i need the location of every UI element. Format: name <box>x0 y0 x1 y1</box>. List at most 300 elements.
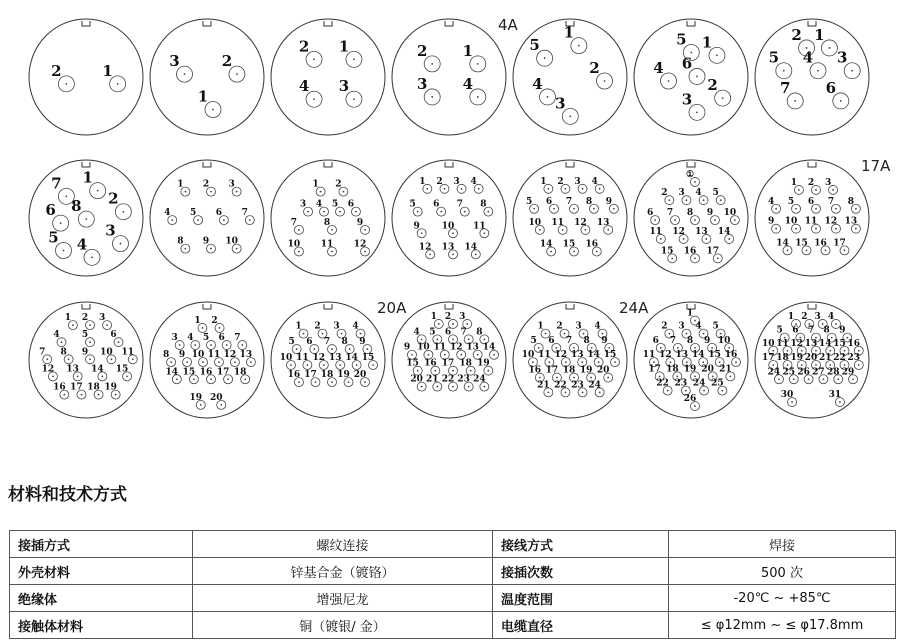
contact-number: 8 <box>823 325 830 336</box>
contact-number: 7 <box>807 325 815 336</box>
contact-number: 17 <box>648 364 661 375</box>
contact-number: 3 <box>416 74 428 93</box>
key-notch <box>808 162 816 167</box>
contact-number: 14 <box>587 350 600 361</box>
contact-pin-center <box>660 238 662 240</box>
contact-number: 8 <box>686 208 694 219</box>
contact-number: 1 <box>64 313 72 324</box>
contact-number: 9 <box>359 337 366 348</box>
contact-number: 4 <box>653 59 664 77</box>
contact-pin-center <box>197 219 199 221</box>
contact-number: 4 <box>802 48 814 67</box>
contact-pin-center <box>604 80 606 82</box>
contact-pin-center <box>851 70 853 72</box>
contact-pin-center <box>444 188 446 190</box>
contact-pin-center <box>85 218 87 220</box>
contact-number: 1 <box>194 315 201 326</box>
contact-number: 31 <box>828 390 842 401</box>
contact-number: 24 <box>473 374 486 385</box>
contact-pin-center <box>68 358 70 360</box>
contact-pin-center <box>795 208 797 210</box>
contact-pin-center <box>795 228 797 230</box>
contact-pin-center <box>677 347 679 349</box>
contact-pin-center <box>547 96 549 98</box>
contact-number: 13 <box>596 217 610 228</box>
contact-number: 7 <box>241 208 248 219</box>
contact-pin-center <box>296 348 298 350</box>
contact-pin-center <box>434 370 436 372</box>
contact-pin-center <box>427 354 429 356</box>
contact-number: 2 <box>807 177 815 188</box>
contact-number: 10 <box>100 347 113 358</box>
contact-pin-center <box>436 386 438 388</box>
contact-pin-center <box>581 361 583 363</box>
contact-number: 13 <box>328 353 342 363</box>
contact-pin-center <box>89 324 91 326</box>
spec-label: 接线方式 <box>493 531 669 558</box>
contact-pin-center <box>696 111 698 113</box>
contact-number: 9 <box>767 216 775 227</box>
contact-number: 3 <box>338 77 350 96</box>
contact-number: 17 <box>545 365 559 376</box>
connector-face <box>29 19 143 135</box>
contact-number: 17 <box>441 358 455 369</box>
contact-number: 11 <box>433 342 447 353</box>
contact-number: 3 <box>453 176 460 187</box>
contact-pin-center <box>353 98 355 100</box>
contact-pin-center <box>855 208 857 210</box>
contact-pin-center <box>461 188 463 190</box>
contact-pin-center <box>101 376 103 378</box>
contact-pin-center <box>783 70 785 72</box>
contact-number: 1 <box>430 311 437 322</box>
contact-pin-center <box>339 211 341 213</box>
contact-number: 10 <box>528 217 542 228</box>
contact-number: 9 <box>605 196 613 207</box>
contact-pin-center <box>775 228 777 230</box>
contact-number: 3 <box>98 313 106 324</box>
contact-number: 10 <box>287 239 301 250</box>
contact-pin-center <box>825 249 827 251</box>
contact-pin-center <box>210 344 212 346</box>
contact-number: 9 <box>706 208 714 219</box>
contact-number: 11 <box>642 350 656 361</box>
contact-pin-center <box>674 219 676 221</box>
contact-number: 6 <box>218 333 225 344</box>
contact-number: 2 <box>791 25 802 44</box>
contact-number: 13 <box>441 242 455 253</box>
contact-number: 3 <box>555 94 566 113</box>
contact-number: 7 <box>669 335 677 346</box>
contact-pin-center <box>477 96 479 98</box>
contact-number: 16 <box>724 350 738 361</box>
contact-number: 14 <box>165 367 179 378</box>
key-notch <box>324 21 332 26</box>
contact-number: 5 <box>202 333 210 344</box>
contact-number: 6 <box>306 337 313 348</box>
contact-number: 14 <box>818 338 832 349</box>
contact-number: 11 <box>538 350 551 361</box>
contact-number: 7 <box>827 196 835 207</box>
contact-number: 8 <box>583 335 590 346</box>
contact-pin-center <box>669 361 671 363</box>
contact-number: 1 <box>197 87 209 106</box>
contact-pin-center <box>671 257 673 259</box>
contact-pin-center <box>366 348 368 350</box>
contact-pin-center <box>545 333 547 335</box>
contact-number: 8 <box>476 327 483 338</box>
contact-pin-center <box>839 401 841 403</box>
contact-pin-center <box>63 394 65 396</box>
contact-number: 1 <box>790 177 798 188</box>
contact-number: 5 <box>787 196 795 207</box>
contact-pin-center <box>364 229 366 231</box>
table-row <box>10 612 896 639</box>
connector-face <box>755 19 869 135</box>
contact-pin-center <box>533 208 535 210</box>
contact-number: 6 <box>433 199 440 210</box>
contact-pin-center <box>341 333 343 335</box>
contact-number: 5 <box>288 337 295 348</box>
contact-pin-center <box>372 364 374 366</box>
contact-number: 23 <box>457 374 470 385</box>
current-rating-label: 24A <box>619 299 649 317</box>
contact-number: 20 <box>804 353 818 363</box>
contact-pin-center <box>234 361 236 363</box>
section-title: 材料和技术方式 <box>8 485 127 505</box>
contact-pin-center <box>654 219 656 221</box>
contact-number: 1 <box>312 179 319 190</box>
contact-pin-center <box>186 361 188 363</box>
contact-number: 3 <box>171 333 178 344</box>
contact-number: 20 <box>701 364 714 375</box>
contact-number: 3 <box>814 311 821 322</box>
contact-number: 6 <box>45 201 56 220</box>
contact-number: 2 <box>108 189 119 208</box>
contact-pin-center <box>808 323 810 325</box>
contact-pin-center <box>421 338 423 340</box>
contact-pin-center <box>668 333 670 335</box>
contact-pin-center <box>787 249 789 251</box>
contact-pin-center <box>444 354 446 356</box>
contact-pin-center <box>339 364 341 366</box>
contact-number: 21 <box>719 364 732 375</box>
contact-number: 1 <box>462 41 474 60</box>
contact-number: 17 <box>216 367 230 378</box>
contact-number: 5 <box>331 199 339 210</box>
contact-number: 10 <box>441 221 455 232</box>
key-notch <box>324 162 332 167</box>
contact-number: 7 <box>460 327 467 338</box>
contact-pin-center <box>241 344 243 346</box>
contact-number: 9 <box>403 342 411 353</box>
contact-pin-center <box>65 83 67 85</box>
contact-pin-center <box>702 361 704 363</box>
contact-number: 6 <box>215 208 223 219</box>
contact-pin-center <box>685 390 687 392</box>
contact-number: 18 <box>666 364 679 375</box>
contact-number: 5 <box>712 188 719 199</box>
contact-pin-center <box>421 232 423 234</box>
contact-number: 13 <box>239 350 253 361</box>
contact-pin-center <box>772 350 774 352</box>
contact-number: 8 <box>847 196 855 207</box>
contact-pin-center <box>694 257 696 259</box>
contact-pin-center <box>614 361 616 363</box>
spec-label: 接插次数 <box>493 558 669 585</box>
contact-pin-center <box>331 381 333 383</box>
connector-face <box>755 157 891 276</box>
contact-pin-center <box>98 394 100 396</box>
contact-number: 9 <box>839 325 846 336</box>
contact-number: 2 <box>211 315 218 326</box>
contact-number: 7 <box>51 174 62 193</box>
contact-number: 2 <box>801 311 808 322</box>
connector-face <box>150 19 264 135</box>
contact-number: 11 <box>804 216 818 227</box>
contact-pin-center <box>343 191 345 193</box>
contact-pin-center <box>452 253 454 255</box>
contact-pin-center <box>852 378 854 380</box>
contact-number: 26 <box>683 394 697 405</box>
contact-pin-center <box>200 404 202 406</box>
spec-value: 螺纹连接 <box>193 531 493 558</box>
contact-pin-center <box>89 341 91 343</box>
contact-number: 7 <box>565 196 573 207</box>
contact-number: 1 <box>787 311 795 322</box>
contact-pin-center <box>550 251 552 253</box>
contact-number: 2 <box>661 321 668 332</box>
contact-number: 12 <box>790 338 804 349</box>
contact-number: 28 <box>826 367 840 378</box>
contact-number: 20 <box>596 365 610 376</box>
contact-number: 4 <box>591 176 598 187</box>
contact-pin-center <box>355 211 357 213</box>
contact-pin-center <box>236 191 238 193</box>
contact-number: 14 <box>776 238 789 249</box>
contact-number: 12 <box>449 342 463 353</box>
contact-pin-center <box>806 249 808 251</box>
contact-pin-center <box>65 195 67 197</box>
key-notch <box>687 21 695 26</box>
contact-number: 13 <box>466 342 479 353</box>
contact-pin-center <box>735 361 737 363</box>
contact-pin-center <box>801 350 803 352</box>
contact-number: 18 <box>776 353 789 363</box>
contact-pin-center <box>470 370 472 372</box>
contact-number: 13 <box>570 350 584 361</box>
contact-number: 6 <box>646 208 654 219</box>
contact-number: 4 <box>462 74 474 93</box>
contact-number: 10 <box>225 236 238 247</box>
contact-number: 19 <box>790 353 804 363</box>
contact-number: 10 <box>717 335 731 346</box>
contact-pin-center <box>212 109 214 111</box>
contact-number: 13 <box>804 338 818 349</box>
contact-number: 17 <box>706 246 720 257</box>
contact-number: 4 <box>298 77 310 96</box>
contact-pin-center <box>52 376 54 378</box>
contact-number: 17 <box>761 353 775 363</box>
contact-pin-center <box>565 188 567 190</box>
contact-number: 1 <box>701 33 713 52</box>
connector-face <box>634 19 748 135</box>
contact-pin-center <box>122 211 124 213</box>
contact-number: 5 <box>525 196 533 207</box>
contact-number: 24 <box>692 378 706 389</box>
contact-pin-center <box>110 358 112 360</box>
contact-number: 3 <box>459 311 466 322</box>
contact-pin-center <box>331 348 333 350</box>
contact-number: 11 <box>207 350 221 361</box>
contact-number: 15 <box>708 350 721 361</box>
contact-pin-center <box>668 80 670 82</box>
contact-number: 1 <box>563 23 575 42</box>
contact-pin-center <box>720 333 722 335</box>
contact-number: 6 <box>807 196 815 207</box>
contact-pin-center <box>97 190 99 192</box>
table-row <box>10 585 896 612</box>
contact-pin-center <box>364 381 366 383</box>
contact-pin-center <box>583 333 585 335</box>
contact-number: 10 <box>191 350 205 361</box>
contact-pin-center <box>548 361 550 363</box>
contact-number: 8 <box>60 347 67 358</box>
contact-number: 16 <box>199 367 213 378</box>
contact-number: 2 <box>314 321 321 332</box>
contact-pin-center <box>590 377 592 379</box>
contact-pin-center <box>539 377 541 379</box>
contact-number: 6 <box>652 335 659 346</box>
contact-pin-center <box>538 347 540 349</box>
contact-number: 14 <box>345 353 358 363</box>
contact-pin-center <box>787 364 789 366</box>
contact-pin-center <box>244 378 246 380</box>
contact-pin-center <box>184 73 186 75</box>
contact-number: 7 <box>565 335 573 346</box>
contact-number: 6 <box>681 54 693 73</box>
contact-number: 16 <box>847 338 861 349</box>
contact-pin-center <box>452 323 454 325</box>
spec-value: 焊接 <box>669 531 896 558</box>
contact-pin-center <box>417 370 419 372</box>
contact-number: 4 <box>827 311 835 322</box>
key-notch <box>324 304 332 309</box>
contact-pin-center <box>547 188 549 190</box>
contact-number: 21 <box>537 380 550 391</box>
contact-number: 22 <box>554 380 567 391</box>
contact-number: 4 <box>413 327 420 338</box>
contact-pin-center <box>599 391 601 393</box>
contact-number: 14 <box>691 350 705 361</box>
contact-number: 2 <box>589 59 600 77</box>
contact-number: 1 <box>338 37 350 56</box>
contact-pin-center <box>218 361 220 363</box>
contact-pin-center <box>598 361 600 363</box>
contact-pin-center <box>298 251 300 253</box>
contact-number: 23 <box>674 378 688 389</box>
contact-pin-center <box>694 376 696 378</box>
contact-pin-center <box>728 347 730 349</box>
contact-pin-center <box>562 229 564 231</box>
contact-number: 7 <box>666 208 674 219</box>
contact-number: 10 <box>723 208 737 219</box>
contact-number: 18 <box>459 358 472 369</box>
contact-number: 25 <box>711 378 724 389</box>
contact-pin-center <box>815 350 817 352</box>
current-rating-label: 20A <box>377 299 407 317</box>
contact-number: 4 <box>76 235 88 254</box>
spec-table <box>9 530 896 639</box>
contact-number: 6 <box>347 199 355 210</box>
contact-pin-center <box>591 347 593 349</box>
contact-number: 15 <box>603 350 617 361</box>
contact-pin-center <box>303 333 305 335</box>
contact-number: 21 <box>426 374 439 385</box>
contact-number: 16 <box>424 358 437 369</box>
contact-pin-center <box>306 364 308 366</box>
connector-face <box>271 19 385 135</box>
contact-number: 18 <box>233 367 247 378</box>
contact-pin-center <box>106 324 108 326</box>
connector-face <box>513 19 627 135</box>
key-notch <box>82 21 90 26</box>
contact-pin-center <box>858 350 860 352</box>
contact-pin-center <box>210 191 212 193</box>
contact-pin-center <box>483 232 485 234</box>
contact-pin-center <box>298 229 300 231</box>
contact-number: 1 <box>537 321 544 332</box>
contact-number: 3 <box>333 321 340 332</box>
contact-pin-center <box>582 391 584 393</box>
contact-number: 3 <box>678 188 685 199</box>
contact-number: 10 <box>417 342 430 353</box>
contact-pin-center <box>348 381 350 383</box>
contact-number: 3 <box>824 177 832 188</box>
contact-pin-center <box>728 238 730 240</box>
contact-pin-center <box>179 344 181 346</box>
contact-number: 3 <box>574 176 581 187</box>
key-notch <box>445 304 453 309</box>
contact-number: 4 <box>53 330 60 341</box>
connector-face <box>755 302 869 418</box>
contact-number: 8 <box>323 217 331 228</box>
contact-number: 1 <box>419 176 426 187</box>
contact-pin-center <box>840 100 842 102</box>
contact-pin-center <box>431 96 433 98</box>
contact-pin-center <box>132 358 134 360</box>
contact-pin-center <box>722 97 724 99</box>
connector-shell <box>29 19 143 135</box>
contact-pin-center <box>683 238 685 240</box>
contact-number: 14 <box>717 226 731 237</box>
contact-pin-center <box>227 378 229 380</box>
contact-pin-center <box>717 257 719 259</box>
contact-pin-center <box>323 211 325 213</box>
contact-pin-center <box>565 391 567 393</box>
contact-pin-center <box>772 364 774 366</box>
contact-pin-center <box>822 323 824 325</box>
contact-number: 19 <box>104 382 117 393</box>
key-notch <box>687 162 695 167</box>
contact-pin-center <box>323 364 325 366</box>
contact-number: 2 <box>707 76 718 95</box>
contact-number: 16 <box>814 238 827 249</box>
key-notch <box>808 304 816 309</box>
contact-pin-center <box>794 100 796 102</box>
contact-number: 2 <box>557 176 564 187</box>
current-rating-label: 4A <box>498 16 518 34</box>
